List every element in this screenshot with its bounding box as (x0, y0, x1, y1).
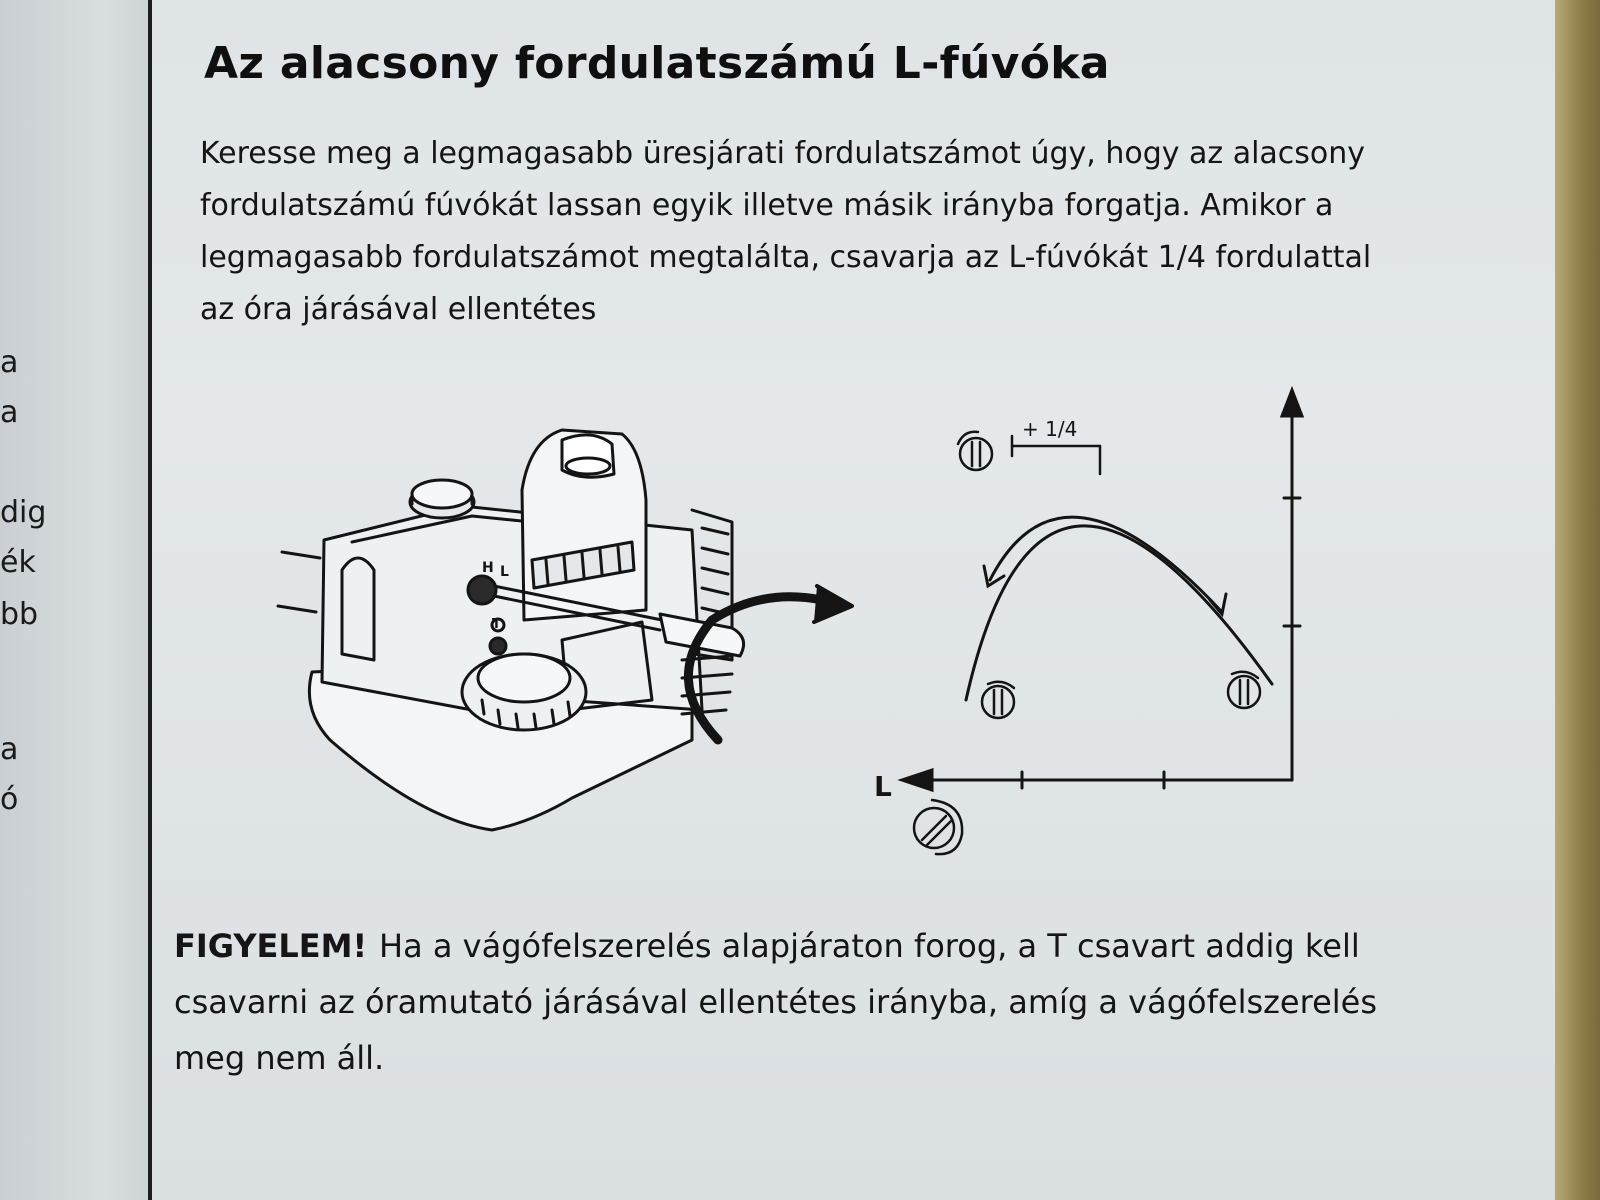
facing-page-text: dig (0, 495, 47, 530)
label-l: L (500, 564, 509, 580)
axis-label-l: L (874, 770, 892, 803)
facing-page-text: a (0, 395, 19, 430)
engine-illustration (262, 410, 962, 850)
facing-page (0, 0, 150, 1200)
facing-page-text: ó (0, 782, 19, 817)
rpm-adjustment-graph (872, 380, 1342, 860)
facing-page-text: a (0, 345, 19, 380)
facing-page-text: bb (0, 597, 39, 632)
book-edge (1555, 0, 1600, 1200)
label-h: H (482, 560, 494, 576)
facing-page-text: a (0, 732, 19, 767)
page-title: Az alacsony fordulatszámú L-fúvóka (204, 38, 1110, 89)
instruction-paragraph: Keresse meg a legmagasabb üresjárati fordulatszámot úgy, hogy az alacsony fordulatszámú fúvókát lassan egyik illetve másik irányba forgatja. Amikor a legmagasabb fordulatszámot megtalálta, csavarja az L-fúvókát 1/4 fordulattal az óra járásával ellentétes (200, 136, 1372, 327)
label-t: T (492, 617, 501, 632)
warning-paragraph (174, 918, 1414, 1086)
manual-page (152, 0, 1572, 1200)
facing-page-text: ék (0, 545, 36, 580)
warning-label: FIGYELEM! (174, 927, 368, 965)
warning-text: Ha a vágófelszerelés alapjáraton forog, a T csavart addig kell csavarni az óramutató járásával ellentétes irányba, amíg a vágófelszerelés meg nem áll. (174, 927, 1377, 1077)
offset-label: + 1/4 (1022, 417, 1078, 441)
